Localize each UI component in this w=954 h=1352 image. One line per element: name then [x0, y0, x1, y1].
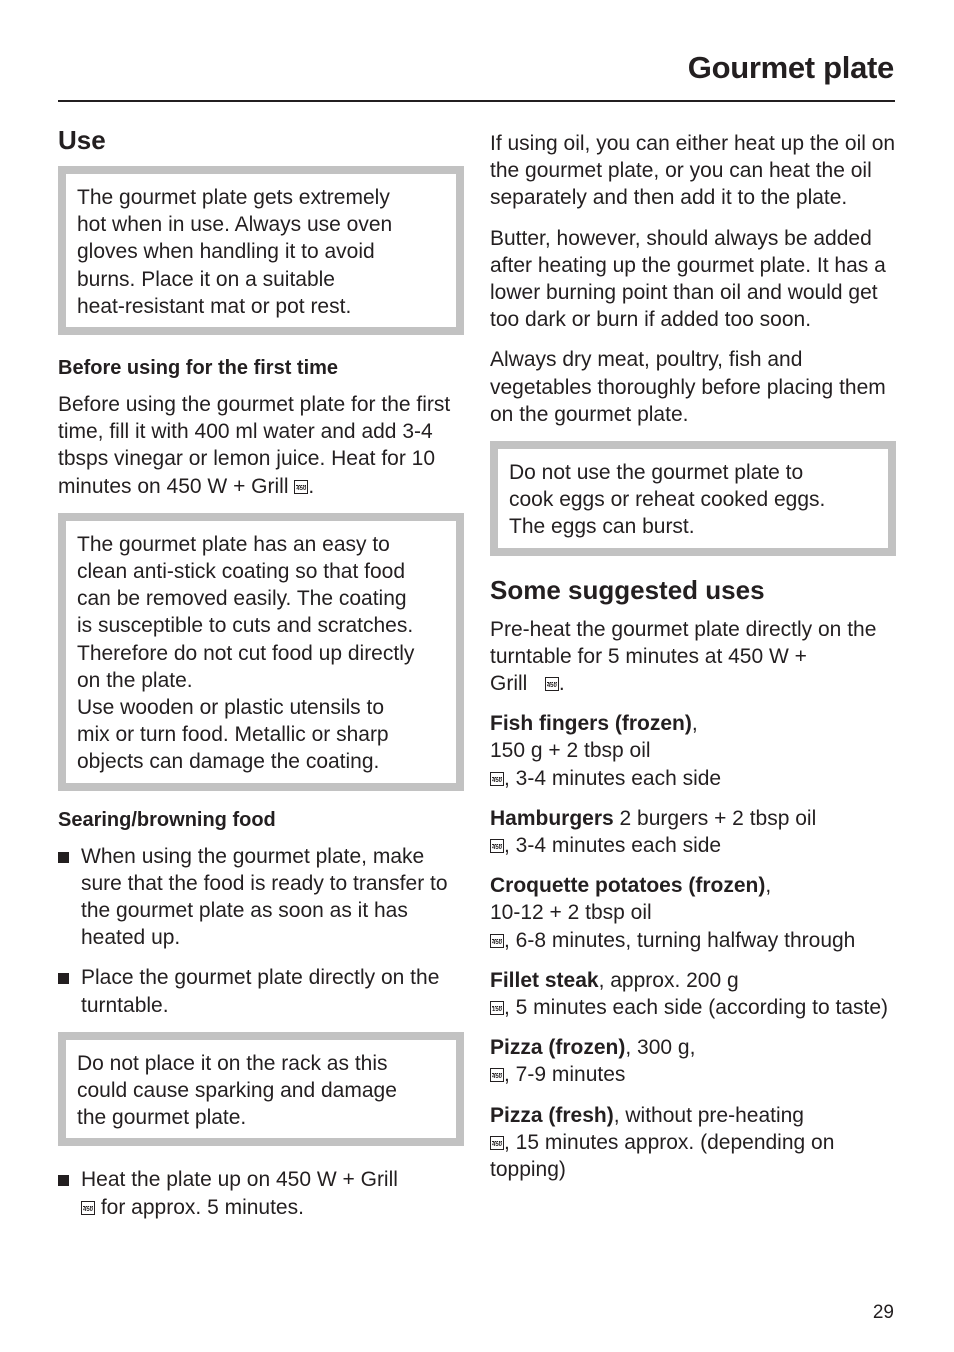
entry-detail-line	[490, 927, 896, 954]
grill-icon: 450	[294, 480, 308, 494]
preheat-paragraph	[490, 616, 896, 698]
page-title: Gourmet plate	[687, 50, 894, 85]
grill-icon: 450	[490, 772, 504, 786]
entry-name: Pizza (frozen)	[490, 1036, 626, 1060]
entry-after-name: , without pre-heating	[613, 1103, 804, 1127]
entry-name: Fish fingers (frozen)	[490, 712, 692, 736]
list-item-text: Heat the plate up on 450 W + Grill	[81, 1168, 398, 1192]
list-item	[58, 964, 464, 1018]
first-time-text: Before using the gourmet plate for the first time, fill it with 400 ml water and add 3-4 tbsps vinegar or lemon juice. Heat for 10 minutes on 450 W + Grill	[58, 393, 451, 498]
list-item	[58, 1166, 464, 1220]
bullet-icon	[58, 1175, 69, 1186]
entry-name: Pizza (fresh)	[490, 1103, 614, 1127]
grill-icon: 450	[490, 1068, 504, 1082]
list-item	[490, 872, 896, 954]
note-line: The gourmet plate has an easy to	[77, 532, 390, 556]
entry-name: Fillet steak	[490, 968, 599, 992]
grill-icon: 450	[490, 1136, 504, 1150]
note-box-coating	[58, 513, 464, 791]
left-column	[58, 124, 464, 1234]
entry-title	[490, 1034, 896, 1061]
entry-after-name: ,	[691, 712, 698, 736]
entry-name: Hamburgers	[490, 806, 614, 830]
grill-icon: 450	[81, 1201, 95, 1215]
list-item-text: Place the gourmet plate directly on the turntable.	[81, 966, 440, 1017]
warning-line: the gourmet plate.	[77, 1106, 247, 1130]
entry-title	[490, 872, 896, 899]
entry-after-name: , 300 g,	[625, 1036, 696, 1060]
butter-paragraph: Butter, however, should always be added after heating up the gourmet plate. It has a lower burning point than oil and would get too dark or burn if added too soon.	[490, 226, 886, 332]
list-item	[490, 1034, 896, 1088]
warning-line: could cause sparking and damage	[77, 1079, 397, 1103]
entry-detail: , 6-8 minutes, turning halfway through	[504, 928, 856, 952]
note-line: can be removed easily. The coating	[77, 587, 407, 611]
searing-list	[58, 843, 464, 1019]
use-heading: Use	[58, 125, 106, 155]
entry-detail: , 5 minutes each side (according to taste)	[504, 996, 889, 1020]
right-column	[490, 130, 896, 1196]
entry-detail: , 15 minutes approx. (depending on topping)	[490, 1130, 835, 1182]
grill-icon: 150	[490, 1001, 504, 1015]
warning-line: hot when in use. Always use oven	[77, 213, 393, 237]
entry-title	[490, 967, 896, 994]
grill-icon: 450	[545, 677, 559, 691]
entry-title	[490, 710, 896, 737]
warning-line: heat-resistant mat or pot rest.	[77, 294, 352, 318]
entry-qty: 10-12 + 2 tbsp oil	[490, 901, 652, 925]
entry-name: Croquette potatoes (frozen)	[490, 874, 766, 898]
entry-detail: , 3-4 minutes each side	[504, 834, 722, 858]
suggested-uses-heading: Some suggested uses	[490, 574, 765, 605]
entry-after-name: , approx. 200 g	[598, 968, 739, 992]
oil-paragraph: If using oil, you can either heat up the oil on the gourmet plate, or you can heat the oil separately and then add it to the plate.	[490, 132, 896, 210]
note-line: on the plate.	[77, 668, 193, 692]
first-time-heading: Before using for the first time	[58, 357, 339, 380]
note-line: objects can damage the coating.	[77, 750, 380, 774]
grill-icon: 450	[490, 934, 504, 948]
entry-title	[490, 805, 896, 832]
list-item-text: for approx. 5 minutes.	[100, 1195, 304, 1219]
entry-detail-line	[490, 994, 896, 1021]
page-number: 29	[872, 1302, 894, 1323]
warning-box-eggs	[490, 441, 896, 556]
note-line: Therefore do not cut food up directly	[77, 641, 415, 665]
header-rule	[58, 100, 895, 102]
bullet-icon	[58, 973, 69, 984]
list-item	[490, 710, 896, 792]
entry-after-name: ,	[765, 874, 772, 898]
entry-qty: 150 g + 2 tbsp oil	[490, 739, 651, 763]
dry-paragraph: Always dry meat, poultry, fish and vegetables thoroughly before placing them on the gourmet plate.	[490, 348, 886, 426]
entry-detail: , 7-9 minutes	[504, 1063, 626, 1087]
entry-after-name: 2 burgers + 2 tbsp oil	[613, 806, 817, 830]
warning-line: The gourmet plate gets extremely	[77, 186, 390, 209]
searing-heading: Searing/browning food	[58, 808, 276, 831]
warning-line: burns. Place it on a suitable	[77, 267, 335, 291]
entry-detail-line	[490, 1061, 896, 1088]
warning-line: cook eggs or reheat cooked eggs.	[509, 488, 826, 512]
note-line: clean anti-stick coating so that food	[77, 560, 406, 584]
preheat-text: Pre-heat the gourmet plate directly on the turntable for 5 minutes at 450 W +	[490, 617, 877, 668]
note-line: mix or turn food. Metallic or sharp	[77, 723, 389, 747]
preheat-end: .	[558, 672, 565, 696]
entry-detail-line	[490, 1129, 896, 1183]
first-time-paragraph	[58, 391, 464, 500]
heat-list	[58, 1166, 464, 1220]
grill-icon: 450	[490, 839, 504, 853]
warning-line: Do not place it on the rack as this	[77, 1051, 388, 1075]
warning-line: The eggs can burst.	[509, 515, 695, 539]
warning-box-rack	[58, 1032, 464, 1147]
list-item	[58, 843, 464, 952]
entry-detail-line	[490, 765, 896, 792]
note-line: is susceptible to cuts and scratches.	[77, 614, 414, 638]
warning-line: Do not use the gourmet plate to	[509, 461, 804, 485]
list-item	[490, 1102, 896, 1184]
list-item-text: When using the gourmet plate, make sure that the food is ready to transfer to the gourmet plate as soon as it has heated up.	[81, 844, 448, 950]
entry-detail: , 3-4 minutes each side	[504, 766, 722, 790]
entry-detail-line	[490, 832, 896, 859]
entry-title	[490, 1102, 896, 1129]
bullet-icon	[58, 852, 69, 863]
warning-line: gloves when handling it to avoid	[77, 240, 375, 264]
first-time-end: .	[308, 474, 315, 498]
note-line: Use wooden or plastic utensils to	[77, 696, 384, 720]
warning-box-hot	[58, 166, 464, 335]
preheat-grill: Grill	[490, 672, 528, 696]
list-item	[490, 967, 896, 1021]
list-item	[490, 805, 896, 859]
